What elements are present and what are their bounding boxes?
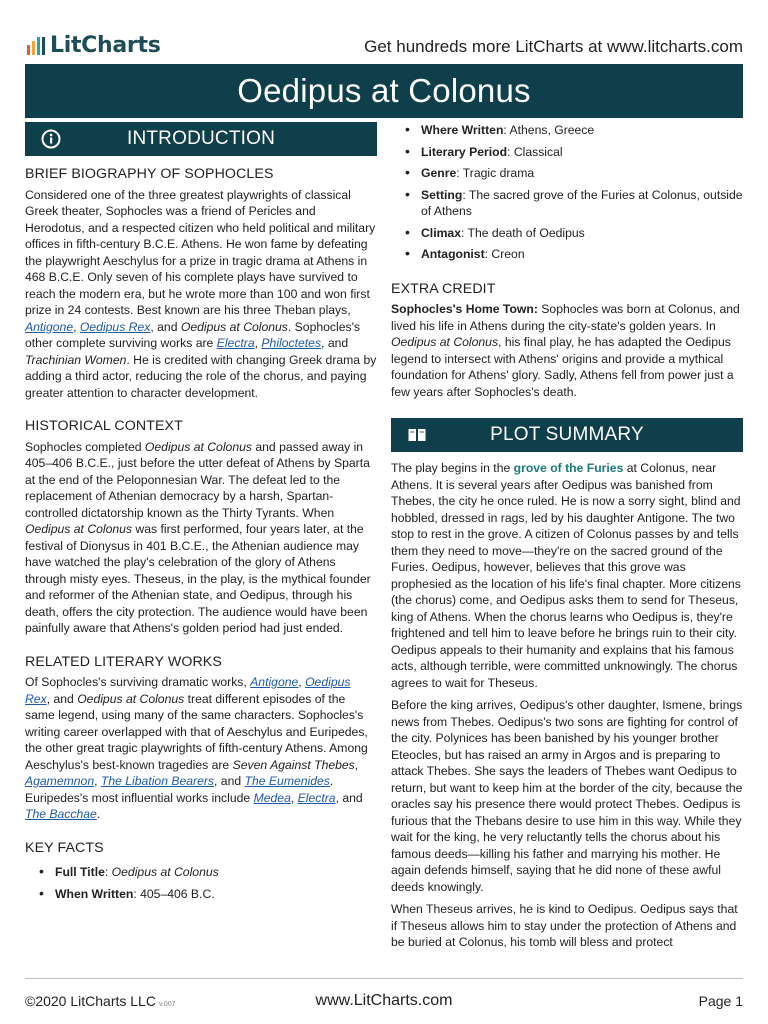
- page-title: Oedipus at Colonus: [237, 72, 531, 109]
- page-footer: [25, 978, 743, 1009]
- info-icon: [41, 129, 61, 149]
- book-icon: [407, 425, 427, 445]
- link-electra-2[interactable]: Electra: [297, 790, 336, 805]
- keyfact-item: • Where Written: Athens, Greece: [391, 122, 743, 139]
- link-eumenides[interactable]: The Eumenides: [244, 774, 330, 788]
- theme-link-grove[interactable]: grove of the Furies: [513, 461, 624, 475]
- logo-bars-icon: [27, 37, 45, 55]
- keyfact-item: • Full Title: Oedipus at Colonus: [25, 864, 377, 881]
- footer-version: v.007: [158, 1001, 176, 1008]
- keyfact-item: • Literary Period: Classical: [391, 144, 743, 161]
- link-bacchae[interactable]: The Bacchae: [25, 807, 97, 821]
- extra-credit-paragraph: Sophocles's Home Town: Sophocles was born at Colonus, and lived his life in Athens during the city-state's golden years. In Oedipus at Colonus, his final play, he has adapted the Oedipus legend to intersect with Athens' origins and provide a mythical foundation for Athens' glory. Sadly, Athens fell from power just a few years after Sophocles's death.: [391, 302, 740, 399]
- plot-summary-header: [391, 418, 743, 452]
- link-electra[interactable]: Electra: [216, 336, 255, 350]
- keyfact-item: • When Written: 405–406 B.C.: [25, 886, 377, 903]
- keyfact-item: • Climax: The death of Oedipus: [391, 225, 743, 242]
- link-antigone[interactable]: Antigone: [25, 319, 74, 334]
- footer-page-number: Page 1: [698, 993, 743, 1009]
- keyfact-item: • Genre: Tragic drama: [391, 165, 743, 182]
- link-oedipus-rex-2[interactable]: Oedipus Rex: [25, 675, 351, 706]
- logo-text: LitCharts: [50, 33, 161, 58]
- history-paragraph: Sophocles completed Oedipus at Colonus and passed away in 405–406 B.C.E., just before the utter defeat of Athens by Sparta at the end of the Peloponnesian War. The defeat led to the replacement of Athenian democracy by a harsh, Spartan-controlled dictatorship known as the Thirty Tyrants. When Oedipus at Colonus was first performed, four years later, at the festival of Dionysus in 401 B.C.E., the Athenian audience may have watched the play's celebration of the glory of Athens through misty eyes. Theseus, in the play, is the mythical founder and reformer of the Athenian state, and Oedipus, through his death, offers the city protection. The audience would have been painfully aware that Athens's golden period had just ended.: [25, 439, 371, 635]
- footer-site-link[interactable]: www.LitCharts.com: [315, 992, 453, 1009]
- plot-paragraph-1: The play begins in the grove of the Furies at Colonus, near Athens. It is several years after Oedipus was banished from Thebes, the city he once ruled. He is now a sorry sight, blind and hobbled, dressed in rags, led by his daughter Antigone. The two stop to rest in the grove. A citizen of Colonus passes by and tells them they need to move—they're on the sacred ground of the Furies. Oedipus, however, believes that this grove was prophesied as the location of his life's final chapter. More citizens (the chorus) come, and Oedipus asks them to send for Theseus, king of Athens. When the chorus learns who Oedipus is, they're frightened and tell him to leave before he brings ruin to their city. Oedipus appeals to their humanity and explains that his famous acts, although terrible, were committed unknowingly. The chorus agrees to wait for Theseus.: [391, 461, 741, 690]
- link-libation-bearers[interactable]: The Libation Bearers: [100, 774, 215, 788]
- keyfacts-list-right: [391, 122, 743, 263]
- link-oedipus-rex[interactable]: Oedipus Rex: [79, 319, 151, 334]
- bio-paragraph: Considered one of the three greatest playwrights of classical Greek theater, Sophocles was a friend of Pericles and Herodotus, and a respected citizen who held political and military offices in fifth-century B.C.E. Athens. He won fame by defeating the playwright Aeschylus for a prize in tragic drama at Athens in 468 B.C.E. Only seven of his complete plays have survived to reach the modern era, but he wrote more than 100 and won first prize in 24 contests. Best known are his three Theban plays, Antigone, Oedipus Rex, and Oedipus at Colonus. Sophocles's other complete surviving works are Electra, Philoctetes, and Trachinian Women. He is credited with changing Greek drama by adding a third actor, reducing the role of the chorus, and paying greater attention to character development.: [25, 187, 377, 400]
- link-medea[interactable]: Medea: [253, 790, 291, 805]
- keyfact-item: • Antagonist: Creon: [391, 246, 743, 263]
- title-bar: [25, 64, 743, 118]
- link-antigone-2[interactable]: Antigone: [250, 675, 299, 689]
- plot-summary-title: PLOT SUMMARY: [490, 423, 644, 445]
- litcharts-logo[interactable]: [27, 33, 161, 58]
- top-header: [0, 0, 768, 62]
- footer-copyright: ©2020 LitCharts LLC v.007: [25, 993, 176, 1009]
- related-heading: RELATED LITERARY WORKS: [25, 653, 222, 670]
- plot-paragraph-3: When Theseus arrives, he is kind to Oedipus. Oedipus says that if Theseus allows him to stay under the protection of Athens and be buried at Colonus, his tomb will bless and protect: [391, 902, 738, 949]
- introduction-title: INTRODUCTION: [126, 127, 276, 149]
- related-paragraph: Of Sophocles's surviving dramatic works, Antigone, Oedipus Rex, and Oedipus at Colonus treat different episodes of the same legend, using many of the same characters. Sophocles's writing career overlapped with that of Aeschylus and Euripedes, the other great tragic playwrights of fifth-century Athens. Among Aeschylus's best-known tragedies are Seven Against Thebes, Agamemnon, The Libation Bearers, and The Eumenides. Euripedes's most influential works include Medea, Electra, and The Bacchae.: [25, 675, 368, 821]
- link-philoctetes[interactable]: Philoctetes: [261, 336, 322, 350]
- link-agamemnon[interactable]: Agamemnon: [25, 774, 95, 788]
- extra-credit-heading: EXTRA CREDIT: [391, 280, 496, 297]
- keyfacts-list-left: [25, 864, 377, 902]
- plot-paragraph-2: Before the king arrives, Oedipus's other daughter, Ismene, brings news from Thebes. Oedipus's two sons are fighting for control of the city. Polynices has been banished by his younger brother Eteocles, but has raised an army in Argos and is preparing to attack Thebes. She says the leaders of Thebes want Oedipus to return, but want to keep him at the border of the city, because the oracles say his presence there would protect Thebes. Oedipus is furious that the Thebans desire to use him in this way. While they wait for the king, he very reluctantly tells the chorus about his famous deeds—killing his father and marrying his mother. He again defends himself, saying that he did none of these awful deeds knowingly.: [391, 698, 743, 894]
- bio-heading: BRIEF BIOGRAPHY OF SOPHOCLES: [25, 166, 274, 182]
- keyfacts-heading: KEY FACTS: [25, 839, 104, 856]
- introduction-header: [25, 122, 377, 156]
- history-heading: HISTORICAL CONTEXT: [25, 418, 183, 434]
- right-column: [391, 122, 743, 957]
- left-column: [25, 122, 377, 907]
- promo-text: Get hundreds more LitCharts at www.litcharts.com: [364, 37, 743, 56]
- keyfact-item: • Setting: The sacred grove of the Furies at Colonus, outside of Athens: [391, 187, 743, 220]
